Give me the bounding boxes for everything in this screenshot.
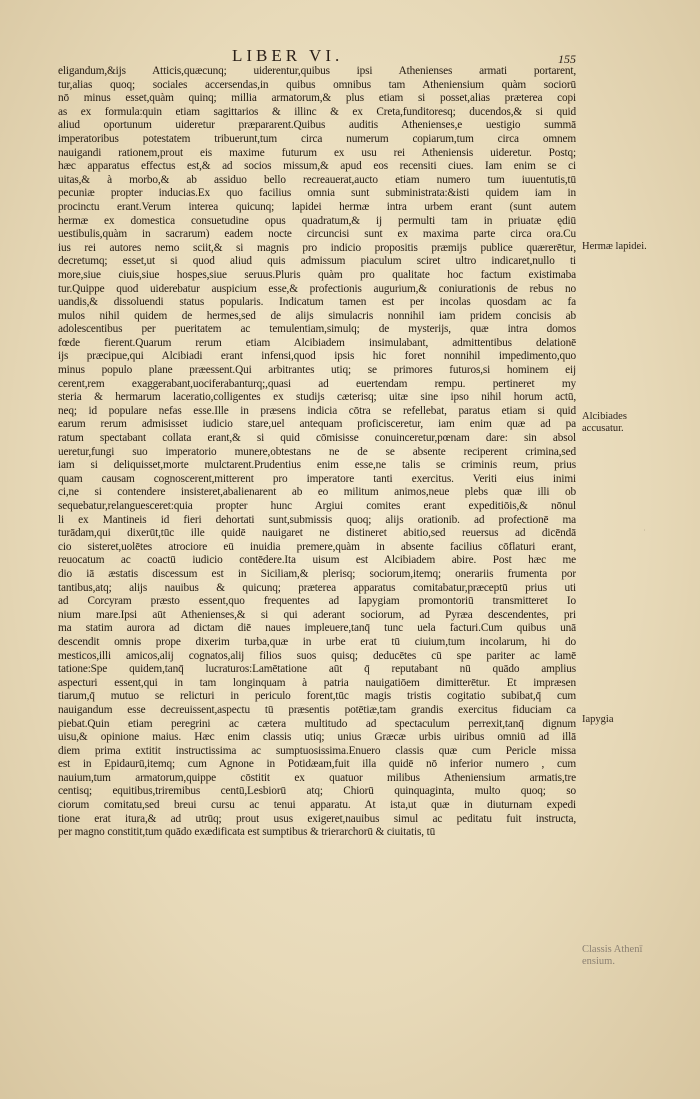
text-line: piebat.Quin etiam peregrini ac cætera multitudo ad spectaculum perrexit,tanq̄ dignum	[58, 717, 576, 730]
text-line: tatione:Spe quidem,tanq̄ lucraturos:Lamētatione aūt q̄ reputabant nū quādo amplius	[58, 663, 576, 676]
text-line: nauigandum esse decreuissent,aspectu tū præsentis potētiæ,tam grandis exercitus fiduciam ca	[58, 703, 576, 716]
text-line: ad Corcyram præsto essent,quo frequentes ad Iapygiam promontoriū transmitteret Io	[58, 595, 576, 608]
text-line: nō minus esset,quàm quinq; millia armatorum,& plus etiam si posset,alias præterea copi	[58, 92, 576, 105]
margin-note-classis	[582, 944, 692, 968]
text-line: hæc apparatus effectus est,& ad socios missum,& apud eos recensiti ciues. Iam enim se ci	[58, 160, 576, 173]
text-line: ci,ne si contendere insisteret,abalienarent ab eo militum animos,neue plebs quæ illi ob	[58, 486, 576, 499]
text-line: nauium,tum armatorum,quippe cōstitit ex quatuor milibus Atheniensium armatis,tre	[58, 771, 576, 784]
text-line: eligandum,&ijs Atticis,quæcunq; uiderentur,quibus ipsi Athenienses armati portarent,	[58, 65, 576, 77]
text-line: uandis,& dissoluendi status popularis. Indicatum tamen est per incolas quosdam ac fa	[58, 296, 576, 309]
text-line: tur,alias quoq; sociales accersendas,in quibus omnibus tam Atheniensium quàm sociorū	[58, 78, 576, 91]
text-line: earum rerum admisisset iudicio stare,uel antequam proficisceretur, iam enim quæ ad pa	[58, 418, 576, 431]
text-line: est in Epidaurū,itemq; cum Agnone in Potidæam,fuit illa quidē nō inferior numero , cum	[58, 758, 576, 771]
text-line: ius rei autores nemo sciit,& si magnis pro indicio propositis præmijs publice quærerētur,	[58, 241, 576, 254]
text-line: tione erat itura,& ad utrūq; prout usus exigeret,nauibus simul ac peditatu fuit instructa,	[58, 812, 576, 825]
text-line: ma statim aurora ad dictam diē naues impleuere,tanq̄ tunc uela facturi.Cum quibus unā	[58, 622, 576, 635]
text-line: tiarum,q̄ mutuo se relicturi in periculo forent,tūc magis tristis cogitatio subibat,q̄ cum	[58, 690, 576, 703]
text-line: quam causam cognoscerent,mitterent pro imperatore tanti exercitus. Veriti eius inimi	[58, 472, 576, 485]
margin-note-line: Alcibiades	[582, 411, 627, 422]
text-line: per magno constitit,tum quādo exædificata est sumptibus & trierarchorū & ciuitatis, tū	[58, 826, 436, 839]
text-line: fœde fierent.Quarum rerum etiam Alcibiadem insimulabant, admittentibus delationē	[58, 336, 576, 349]
margin-note-line: ensium.	[582, 956, 615, 967]
text-line: imperatoribus potestatem tribuerunt,tum circa numerum copiarum,tum circa omnem	[58, 132, 576, 145]
text-line: cerent,rem exaggerabant,uociferabanturq;,quasi ad euertendam rempu. pertineret my	[58, 377, 576, 390]
text-line: li ex Mantineis id fieri dehortati sunt,submissis quoq; alijs orationib. ad profectionē ma	[58, 513, 576, 526]
text-line: nauigandi rationem,prout eis maxime futurum ex usu rei Atheniensis uideretur. Postq;	[58, 146, 576, 159]
text-line: pecuniæ propter inducias.Ex quo facilius omnia sunt subministrata:&isti quidem iam in	[58, 187, 576, 200]
margin-note-iapygia	[582, 714, 692, 726]
text-line: uisu,& opinione maius. Hæc enim classis utiq; unius Græcæ urbis uiribus omniū ad illā	[58, 731, 576, 744]
text-line: minus populo plane præessent.Qui arbitrantes utiq; se primores futuros,si hominem eij	[58, 364, 576, 377]
text-line: ciorum comitatu,sed breui cursu ac tenui apparatu. At ista,ut quæ in diuturnam expedi	[58, 799, 576, 812]
running-head: LIBER VI.	[232, 46, 344, 65]
text-line: descendit omnis prope dixerim turba,quæ in urbe erat tū ciuium,tum incolarum, hi do	[58, 635, 576, 648]
text-line: reuocatum ac coactū iudicio contēdere.Ita uisum est Alcibiadem abire. Post hæc me	[58, 554, 576, 567]
text-line: mesticos,illi amicos,alij cognatos,alij filios suos quisq; deducētes cū spe pariter ac lamē	[58, 649, 576, 662]
text-line: uestibulis,quàm in sacrarum) eadem nocte circuncisi sunt ex maxima parte circa ora.Cu	[58, 228, 576, 241]
text-line: diem prima extitit instructissima ac sumptuosissima.Enuero classis quæ cum Pericle missa	[58, 744, 576, 757]
text-line: ratum spectabant collata erant,& si quid cōmisisse conuinceretur,pœnam dare: sin absol	[58, 432, 576, 445]
text-line: adolescentibus per pueritatem ac temulentiam,simulq; de mysterijs, quæ intra domos	[58, 323, 576, 336]
margin-note-line: accusatur.	[582, 423, 624, 434]
text-line: as ex formula:quin etiam sagittarios & illinc & ex Creta,funditoresq; ducendos,& si quid	[58, 105, 576, 118]
text-line: sequebatur,relanguesceret:quia propter hunc Argiui comites erant expeditiōis,& nōnul	[58, 500, 576, 512]
text-line: procinctu erant.Verum interea quicunq; lapidei hermæ intra urbem erant (sunt autem	[58, 200, 576, 213]
text-line: turādam,qui dixerūt,tūc ille quidē nauigaret ne distineret abitio,sed reuersus ad dicēndā	[58, 527, 576, 540]
text-line: hermæ ex domestica consuetudine opus quadratum,& ij permulti tam in priuatæ ędiū	[58, 214, 576, 227]
margin-note-hermae	[582, 241, 692, 253]
text-line: dio iā æstatis discessum est in Siciliam,& plerisq; sociorum,itemq; onerariis frumenta por	[58, 567, 576, 580]
text-line: nium mare.Ipsi aūt Athenienses,& si qui aderant sociorum, ad Pyræa descendentes, pri	[58, 608, 576, 621]
page-number: 155	[558, 52, 576, 66]
margin-note-line: Classis Athenī	[582, 944, 643, 955]
text-line: aspecturi essent,qui in tam longinquam à patria nauigatiōem dimitterētur. Et impræsen	[58, 676, 576, 689]
text-line: tantibus,atq; alijs nauibus & quicunq; præterea apparatus comitabatur,præceptū prius uti	[58, 581, 576, 594]
margin-note-line: Hermæ lapidei.	[582, 241, 647, 252]
text-line: mulos nihil quidem de hermes,sed de alijs simulacris nonnihil iam pridem concisis ab	[58, 309, 576, 322]
text-line: centisq; equitibus,triremibus centū,Lesbiorū atq; Chiorū quinquaginta, multo quoq; so	[58, 785, 576, 798]
text-line: more,siue ciuis,siue hospes,siue seruus.Pluris quàm pro qualitate hoc factum existimaba	[58, 268, 576, 281]
body-text	[58, 65, 576, 840]
text-line: ijs præcipue,qui Alcibiadi erant infensi,quod ipsis hic foret nonnihil impedimento,quo	[58, 350, 576, 363]
text-line: uitas,& à morbo,& ab assiduo bello recreauerat,aucto etiam numero tum iuuentutis,tū	[58, 173, 576, 186]
margin-note-line: Iapygia	[582, 714, 614, 725]
text-line: tur.Quippe quod uiderebatur auspicium esse,& profectionis augurium,& coniurationis de rebus no	[58, 282, 576, 295]
text-line: cio sisteret,uolētes atrociore eū inuidia premere,quàm in absente facilius cōflaturi erant,	[58, 540, 576, 553]
text-line: ueretur,fungi suo imperatorio munere,obtestans ne de se absente reciperent crimina,sed	[58, 445, 576, 458]
text-line: decretumq; esset,ut si quod aliud quis admissum piaculum sciret ultro indicaret,nullo ti	[58, 255, 576, 268]
text-line: iam si deliquisset,morte mulctarent.Prudentius enim esse,ne talis se criminis reum, prius	[58, 459, 576, 472]
text-line: steria & hermarum laceratio,colligentes ex studijs cæterisq; uitæ sine ipso nihil horum actū,	[58, 391, 576, 404]
text-line: aliud oportunum uideretur præpararent.Quibus auditis Athenienses,e uestigio summā	[58, 119, 576, 132]
margin-note-alcibiades	[582, 411, 692, 435]
ink-blot: ˙	[643, 528, 646, 538]
text-line: neq; id populare nefas esse.Ille in præsens indicia cōtra se refellebat, paratus etiam si quid	[58, 404, 576, 417]
